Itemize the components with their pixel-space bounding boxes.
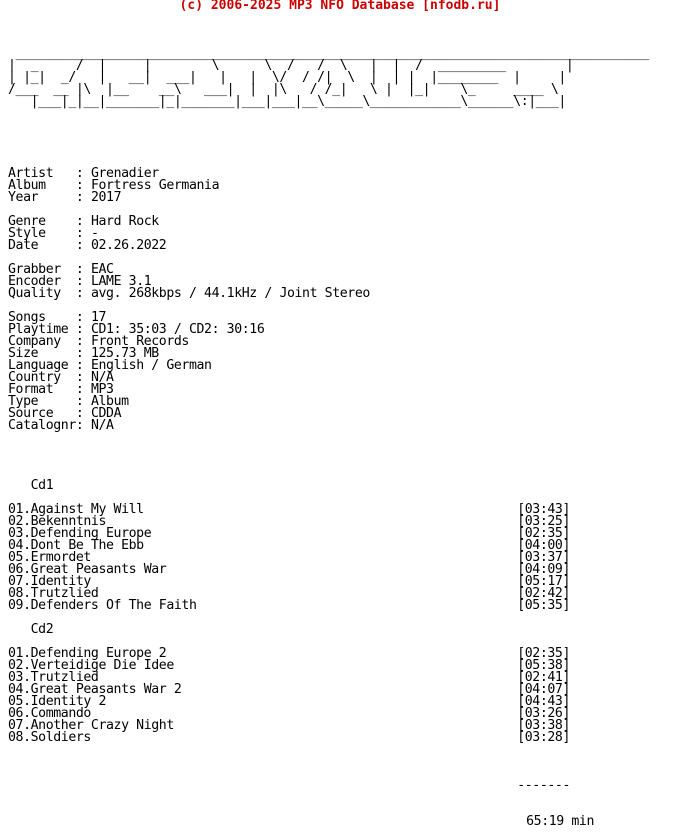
info-key: Size bbox=[8, 346, 76, 361]
track-title: 07.Identity bbox=[8, 574, 91, 589]
info-separator: : bbox=[75, 286, 91, 301]
info-value: CDDA bbox=[90, 406, 122, 421]
track-title: 08.Soldiers bbox=[8, 730, 91, 745]
info-separator: : bbox=[75, 238, 91, 253]
info-value: Fortress Germania bbox=[90, 178, 220, 193]
track-row bbox=[8, 696, 570, 708]
info-value: EAC bbox=[90, 262, 114, 277]
track-time: [04:00] bbox=[517, 538, 570, 553]
info-separator: : bbox=[75, 346, 91, 361]
info-separator: : bbox=[75, 226, 91, 241]
track-title: 04.Great Peasants War 2 bbox=[8, 682, 182, 697]
track-time: [02:42] bbox=[517, 586, 570, 601]
info-key: Style bbox=[8, 226, 76, 241]
track-title: 09.Defenders Of The Faith bbox=[8, 598, 197, 613]
track-time: [02:41] bbox=[517, 670, 570, 685]
ascii-logo-line: | |_| _/ | __| ___| | | \/ / /| \ | | | |________ | | bbox=[8, 70, 566, 85]
info-key: Source bbox=[8, 406, 76, 421]
disc-label-text: Cd1 bbox=[30, 478, 54, 493]
track-row bbox=[8, 564, 570, 576]
info-value: Album bbox=[90, 394, 129, 409]
track-title: 02.Verteidige Die Idee bbox=[8, 658, 174, 673]
info-value: Grenadier bbox=[90, 166, 159, 181]
track-title: 06.Great Peasants War bbox=[8, 562, 167, 577]
track-row bbox=[8, 600, 570, 612]
track-time: [03:26] bbox=[517, 706, 570, 721]
track-row bbox=[8, 540, 570, 552]
track-time: [02:35] bbox=[517, 526, 570, 541]
track-time: [05:17] bbox=[517, 574, 570, 589]
info-key: Year bbox=[8, 190, 76, 205]
info-key: Catalognr bbox=[8, 418, 76, 433]
track-time: [03:28] bbox=[517, 730, 570, 745]
total-divider-row bbox=[8, 780, 570, 792]
track-time: [02:35] bbox=[517, 646, 570, 661]
info-key: Date bbox=[8, 238, 76, 253]
info-value: 2017 bbox=[90, 190, 122, 205]
info-value: LAME 3.1 bbox=[90, 274, 152, 289]
info-block bbox=[8, 168, 656, 444]
info-value: 125.73 MB bbox=[90, 346, 159, 361]
track-row bbox=[8, 720, 570, 732]
nfo-body bbox=[8, 24, 656, 840]
track-time: [04:07] bbox=[517, 682, 570, 697]
info-key: Company bbox=[8, 334, 76, 349]
track-time: [05:35] bbox=[517, 598, 570, 613]
disc-label-text: Cd2 bbox=[30, 622, 54, 637]
info-key: Encoder bbox=[8, 274, 76, 289]
total-divider: ------- bbox=[517, 778, 570, 793]
info-value: N/A bbox=[90, 418, 114, 433]
track-title: 03.Defending Europe bbox=[8, 526, 152, 541]
info-value: English / German bbox=[90, 358, 212, 373]
info-separator: : bbox=[75, 358, 91, 373]
info-key: Genre bbox=[8, 214, 76, 229]
info-separator: : bbox=[75, 406, 91, 421]
info-separator: : bbox=[75, 262, 91, 277]
info-value: - bbox=[90, 226, 99, 241]
info-separator: : bbox=[75, 370, 91, 385]
info-separator: : bbox=[75, 322, 91, 337]
track-title: 04.Dont Be The Ebb bbox=[8, 538, 144, 553]
track-title: 08.Trutzlied bbox=[8, 586, 99, 601]
track-title: 02.Bekenntnis bbox=[8, 514, 107, 529]
track-row bbox=[8, 732, 570, 744]
track-time: [04:43] bbox=[517, 694, 570, 709]
info-separator: : bbox=[75, 178, 91, 193]
info-key: Grabber bbox=[8, 262, 76, 277]
info-key: Playtime bbox=[8, 322, 76, 337]
ascii-logo bbox=[8, 48, 656, 108]
info-separator: : bbox=[75, 394, 91, 409]
info-key: Quality bbox=[8, 286, 76, 301]
info-row bbox=[8, 420, 656, 432]
track-title: 05.Ermordet bbox=[8, 550, 91, 565]
track-title: 07.Another Crazy Night bbox=[8, 718, 174, 733]
track-time: [03:43] bbox=[517, 502, 570, 517]
ascii-logo-line: /___ __ |\ |__ __\ ___| | |\ / /_| \ | |_| \_ ____ \ bbox=[8, 82, 559, 97]
info-separator: : bbox=[75, 310, 91, 325]
info-key: Language bbox=[8, 358, 76, 373]
info-key: Country bbox=[8, 370, 76, 385]
track-title: 05.Identity 2 bbox=[8, 694, 107, 709]
info-separator: : bbox=[75, 382, 91, 397]
info-value: 02.26.2022 bbox=[90, 238, 167, 253]
info-separator: : bbox=[75, 274, 91, 289]
info-separator: : bbox=[75, 214, 91, 229]
info-key: Type bbox=[8, 394, 76, 409]
track-time: [03:37] bbox=[517, 550, 570, 565]
info-separator: : bbox=[75, 166, 91, 181]
info-value: N/A bbox=[90, 370, 114, 385]
info-value: MP3 bbox=[90, 382, 114, 397]
track-time: [05:38] bbox=[517, 658, 570, 673]
disc-label bbox=[8, 480, 656, 492]
ascii-logo-line: | _ / | | \ \ / / \ | | / _________ | bbox=[8, 58, 574, 73]
info-key: Songs bbox=[8, 310, 76, 325]
track-title: 06.Commando bbox=[8, 706, 91, 721]
info-separator: : bbox=[75, 418, 91, 433]
track-time: [03:25] bbox=[517, 514, 570, 529]
disc-label bbox=[8, 624, 656, 636]
info-key: Artist bbox=[8, 166, 76, 181]
info-row bbox=[8, 288, 656, 300]
track-time: [03:38] bbox=[517, 718, 570, 733]
info-value: CD1: 35:03 / CD2: 30:16 bbox=[90, 322, 265, 337]
tracklist bbox=[8, 468, 656, 756]
info-value: 17 bbox=[90, 310, 107, 325]
site-header: (c) 2006-2025 MP3 NFO Database [nfodb.ru] bbox=[179, 0, 501, 13]
total-row bbox=[8, 816, 594, 828]
info-value: Hard Rock bbox=[90, 214, 159, 229]
info-row bbox=[8, 216, 656, 228]
track-time: [04:09] bbox=[517, 562, 570, 577]
track-title: 01.Defending Europe 2 bbox=[8, 646, 167, 661]
info-row bbox=[8, 240, 656, 252]
info-separator: : bbox=[75, 190, 91, 205]
track-title: 03.Trutzlied bbox=[8, 670, 99, 685]
info-value: Front Records bbox=[90, 334, 189, 349]
info-key: Format bbox=[8, 382, 76, 397]
ascii-logo-line: |___|_|__|_______|_|_______|___|___|__\_____\____________\______\:|___| bbox=[8, 94, 566, 109]
info-key: Album bbox=[8, 178, 76, 193]
total-time: 65:19 min bbox=[526, 814, 594, 829]
info-row bbox=[8, 192, 656, 204]
info-value: avg. 268kbps / 44.1kHz / Joint Stereo bbox=[90, 286, 370, 301]
ascii-logo-line: ____________________________________________________________________________________ bbox=[8, 46, 657, 61]
track-title: 01.Against My Will bbox=[8, 502, 144, 517]
info-separator: : bbox=[75, 334, 91, 349]
